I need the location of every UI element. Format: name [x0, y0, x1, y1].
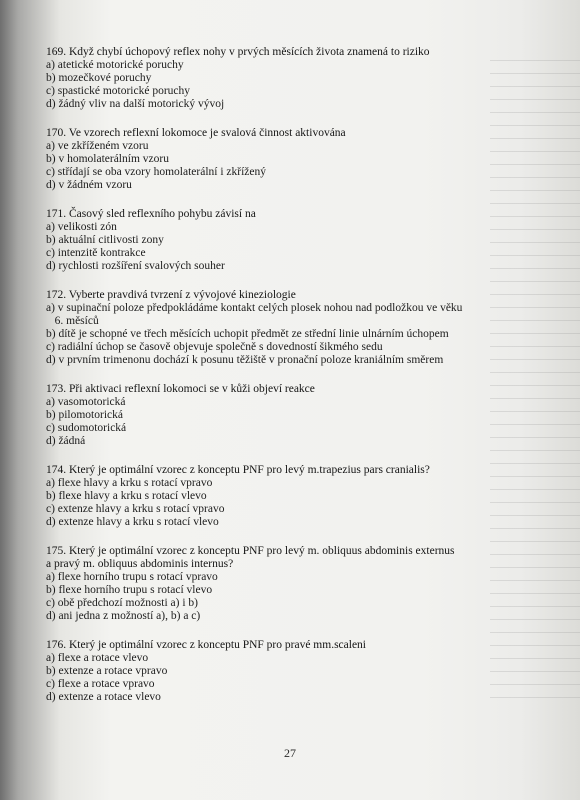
question-stem: 170. Ve vzorech reflexní lokomoce je svalová činnost aktivována — [46, 127, 346, 139]
question-block — [46, 127, 486, 192]
answer-option: c) radiální úchop se časově objevuje společně s dovedností šikmého sedu — [46, 341, 383, 353]
answer-option: d) rychlosti rozšíření svalových souher — [46, 260, 225, 272]
question-stem-continuation: a pravý m. obliquus abdominis internus? — [46, 558, 234, 570]
question-stem: 169. Když chybí úchopový reflex nohy v prvých měsících života znamená to riziko — [46, 46, 430, 58]
answer-option: c) intenzitě kontrakce — [46, 247, 146, 259]
answer-option: a) vasomotorická — [46, 396, 126, 408]
question-block — [46, 46, 486, 111]
answer-option: d) ani jedna z možností a), b) a c) — [46, 610, 201, 622]
question-list — [46, 46, 486, 720]
answer-option: b) v homolaterálním vzoru — [46, 153, 169, 165]
question-stem: 175. Který je optimální vzorec z konceptu PNF pro levý m. obliquus abdominis externus — [46, 545, 455, 557]
question-stem: 176. Který je optimální vzorec z konceptu PNF pro pravé mm.scaleni — [46, 639, 366, 651]
bleed-through-text — [490, 50, 580, 710]
answer-option: d) žádná — [46, 435, 86, 447]
page-number: 27 — [284, 746, 296, 760]
answer-option: b) aktuální citlivosti zony — [46, 234, 164, 246]
question-stem: 171. Časový sled reflexního pohybu závisí na — [46, 208, 256, 220]
answer-option: a) velikosti zón — [46, 221, 117, 233]
answer-option: c) obě předchozí možnosti a) i b) — [46, 597, 198, 609]
answer-option: a) v supinační poloze předpokládáme kontakt celých plosek nohou nad podložkou ve věku — [46, 302, 463, 314]
answer-option: c) extenze hlavy a krku s rotací vpravo — [46, 503, 225, 515]
answer-option: b) pilomotorická — [46, 409, 123, 421]
answer-option: a) ve zkříženém vzoru — [46, 140, 149, 152]
answer-option: b) flexe hlavy a krku s rotací vlevo — [46, 490, 207, 502]
answer-option: a) atetické motorické poruchy — [46, 59, 184, 71]
answer-option: a) flexe horního trupu s rotací vpravo — [46, 571, 218, 583]
question-block — [46, 208, 486, 273]
question-block — [46, 639, 486, 704]
answer-option: c) sudomotorická — [46, 422, 127, 434]
answer-option: b) flexe horního trupu s rotací vlevo — [46, 584, 213, 596]
answer-option: c) spastické motorické poruchy — [46, 85, 191, 97]
answer-option: a) flexe hlavy a krku s rotací vpravo — [46, 477, 213, 489]
answer-option: d) v žádném vzoru — [46, 179, 132, 191]
question-block — [46, 383, 486, 448]
answer-option: d) extenze hlavy a krku s rotací vlevo — [46, 516, 219, 528]
question-stem: 172. Vyberte pravdivá tvrzení z vývojové kineziologie — [46, 289, 296, 301]
question-stem: 174. Který je optimální vzorec z konceptu PNF pro levý m.trapezius pars cranialis? — [46, 464, 430, 476]
question-block — [46, 545, 486, 623]
answer-option: b) mozečkové poruchy — [46, 72, 152, 84]
question-block — [46, 464, 486, 529]
answer-option: d) žádný vliv na další motorický vývoj — [46, 98, 225, 110]
answer-option: b) extenze a rotace vpravo — [46, 665, 168, 677]
answer-option: b) dítě je schopné ve třech měsících uchopit předmět ze střední linie ulnárním úchopem — [46, 328, 449, 340]
answer-option: c) střídají se oba vzory homolaterální i zkřížený — [46, 166, 267, 178]
answer-option: c) flexe a rotace vpravo — [46, 678, 155, 690]
answer-option-continuation: 6. měsíců — [46, 315, 99, 327]
question-stem: 173. Při aktivaci reflexní lokomoci se v kůži objeví reakce — [46, 383, 315, 395]
question-block — [46, 289, 486, 367]
answer-option: d) v prvním trimenonu dochází k posunu těžiště v pronační poloze kraniálním směrem — [46, 354, 444, 366]
answer-option: d) extenze a rotace vlevo — [46, 691, 161, 703]
answer-option: a) flexe a rotace vlevo — [46, 652, 149, 664]
